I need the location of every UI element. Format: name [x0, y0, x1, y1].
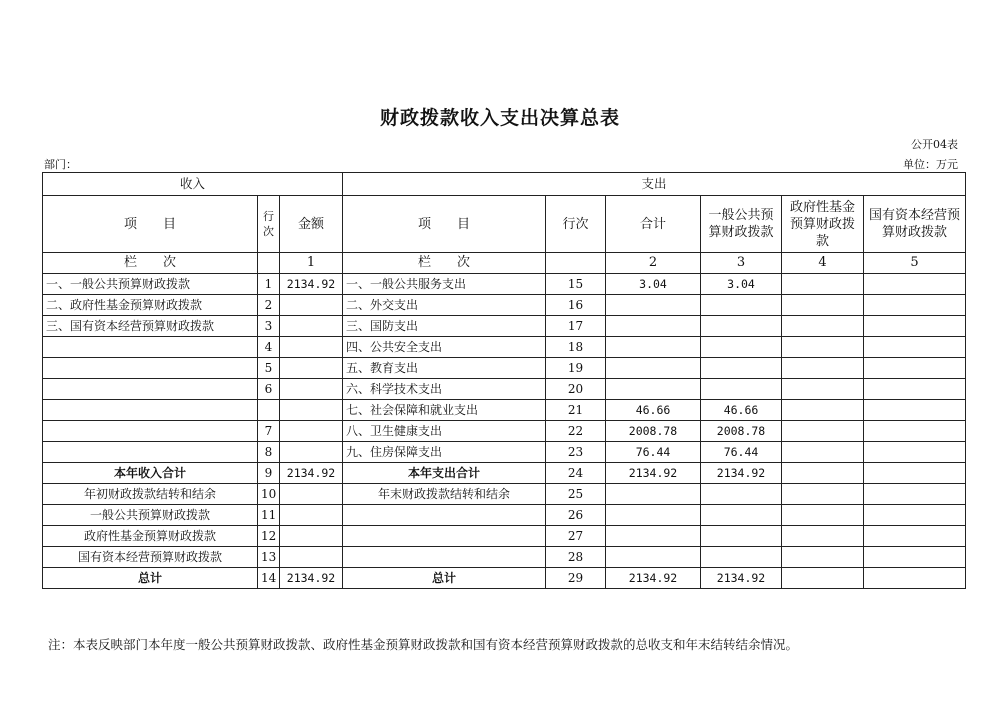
- expense-row-no-cell: 29: [546, 568, 606, 589]
- state-capital-cell: [864, 295, 966, 316]
- income-item-cell: 政府性基金预算财政拨款: [43, 526, 258, 547]
- expense-row-no-cell: 21: [546, 400, 606, 421]
- state-capital-cell: [864, 358, 966, 379]
- gov-fund-header: 政府性基金预算财政拨款: [782, 196, 864, 253]
- income-row-no-cell: 4: [258, 337, 280, 358]
- gov-fund-cell: [782, 274, 864, 295]
- income-amount-cell: [280, 421, 343, 442]
- expense-item-cell: 四、公共安全支出: [343, 337, 546, 358]
- income-amount-cell: [280, 526, 343, 547]
- column-number-blank-2: [546, 253, 606, 274]
- expense-item-cell: 六、科学技术支出: [343, 379, 546, 400]
- general-budget-cell: 46.66: [701, 400, 782, 421]
- state-capital-cell: [864, 463, 966, 484]
- carryover-row: [43, 505, 966, 526]
- general-budget-cell: [701, 379, 782, 400]
- state-capital-cell: [864, 526, 966, 547]
- total-cell: 46.66: [606, 400, 701, 421]
- expense-row-no-header: 行次: [546, 196, 606, 253]
- general-budget-cell: 76.44: [701, 442, 782, 463]
- column-number-2: 2: [606, 253, 701, 274]
- gov-fund-cell: [782, 568, 864, 589]
- income-item-header: 项 目: [43, 196, 258, 253]
- state-capital-cell: [864, 316, 966, 337]
- general-budget-header: 一般公共预算财政拨款: [701, 196, 782, 253]
- expense-row-no-cell: 24: [546, 463, 606, 484]
- income-item-cell: 二、政府性基金预算财政拨款: [43, 295, 258, 316]
- gov-fund-cell: [782, 505, 864, 526]
- total-cell: [606, 316, 701, 337]
- section-header-row: [43, 173, 966, 196]
- page-title: 财政拨款收入支出决算总表: [379, 107, 620, 129]
- general-budget-cell: [701, 526, 782, 547]
- total-cell: [606, 505, 701, 526]
- total-cell: [606, 484, 701, 505]
- gov-fund-cell: [782, 400, 864, 421]
- expense-item-cell: 八、卫生健康支出: [343, 421, 546, 442]
- total-header: 合计: [606, 196, 701, 253]
- gov-fund-cell: [782, 526, 864, 547]
- income-item-cell: 一般公共预算财政拨款: [43, 505, 258, 526]
- income-item-cell: 总计: [43, 568, 258, 589]
- gov-fund-cell: [782, 463, 864, 484]
- income-row-no-cell: 5: [258, 358, 280, 379]
- annual-total-row: [43, 463, 966, 484]
- state-capital-cell: [864, 421, 966, 442]
- state-capital-cell: [864, 547, 966, 568]
- income-amount-cell: [280, 505, 343, 526]
- income-item-cell: 三、国有资本经营预算财政拨款: [43, 316, 258, 337]
- total-cell: 2134.92: [606, 463, 701, 484]
- table-row: [43, 358, 966, 379]
- table-row: [43, 295, 966, 316]
- column-header-row: [43, 196, 966, 253]
- income-item-cell: 年初财政拨款结转和结余: [43, 484, 258, 505]
- state-capital-header: 国有资本经营预算财政拨款: [864, 196, 966, 253]
- general-budget-cell: [701, 358, 782, 379]
- expense-item-header: 项 目: [343, 196, 546, 253]
- general-budget-cell: [701, 316, 782, 337]
- income-amount-cell: 2134.92: [280, 568, 343, 589]
- footnote: 注：本表反映部门本年度一般公共预算财政拨款、政府性基金预算财政拨款和国有资本经营预算财政拨款的总收支和年末结转结余情况。: [48, 637, 799, 652]
- expense-row-no-cell: 22: [546, 421, 606, 442]
- income-item-cell: [43, 442, 258, 463]
- total-cell: 3.04: [606, 274, 701, 295]
- general-budget-cell: 2134.92: [701, 463, 782, 484]
- column-number-3: 3: [701, 253, 782, 274]
- gov-fund-cell: [782, 295, 864, 316]
- expense-row-no-cell: 16: [546, 295, 606, 316]
- expense-section-header: 支出: [343, 173, 966, 196]
- general-budget-cell: 2134.92: [701, 568, 782, 589]
- expense-row-no-cell: 27: [546, 526, 606, 547]
- income-amount-cell: [280, 442, 343, 463]
- total-cell: [606, 547, 701, 568]
- state-capital-cell: [864, 274, 966, 295]
- department-label: 部门：: [44, 158, 77, 171]
- income-item-cell: [43, 337, 258, 358]
- income-amount-cell: [280, 547, 343, 568]
- gov-fund-cell: [782, 337, 864, 358]
- gov-fund-cell: [782, 316, 864, 337]
- income-row-no-cell: 9: [258, 463, 280, 484]
- unit-label: 单位：万元: [903, 158, 958, 171]
- expense-row-no-cell: 23: [546, 442, 606, 463]
- carryover-row: [43, 547, 966, 568]
- expense-item-cell: 三、国防支出: [343, 316, 546, 337]
- table-row: [43, 421, 966, 442]
- total-cell: [606, 295, 701, 316]
- state-capital-cell: [864, 505, 966, 526]
- state-capital-cell: [864, 568, 966, 589]
- income-item-cell: 国有资本经营预算财政拨款: [43, 547, 258, 568]
- income-amount-cell: [280, 358, 343, 379]
- total-cell: 76.44: [606, 442, 701, 463]
- column-number-1: 1: [280, 253, 343, 274]
- income-item-cell: 一、一般公共预算财政拨款: [43, 274, 258, 295]
- income-row-no-cell: 8: [258, 442, 280, 463]
- state-capital-cell: [864, 337, 966, 358]
- table-row: [43, 316, 966, 337]
- general-budget-cell: [701, 505, 782, 526]
- total-cell: [606, 379, 701, 400]
- expense-item-cell: [343, 526, 546, 547]
- total-cell: [606, 358, 701, 379]
- grand-total-row: [43, 568, 966, 589]
- income-amount-cell: [280, 379, 343, 400]
- income-amount-cell: [280, 400, 343, 421]
- state-capital-cell: [864, 442, 966, 463]
- total-cell: 2134.92: [606, 568, 701, 589]
- income-amount-header: 金额: [280, 196, 343, 253]
- column-number-label-2: 栏 次: [343, 253, 546, 274]
- table-row: [43, 442, 966, 463]
- carryover-row: [43, 526, 966, 547]
- income-amount-cell: [280, 316, 343, 337]
- income-row-no-cell: 7: [258, 421, 280, 442]
- income-section-header: 收入: [43, 173, 343, 196]
- column-number-4: 4: [782, 253, 864, 274]
- income-item-cell: [43, 358, 258, 379]
- column-number-5: 5: [864, 253, 966, 274]
- expense-row-no-cell: 25: [546, 484, 606, 505]
- income-item-cell: [43, 379, 258, 400]
- budget-summary-table: [42, 172, 966, 589]
- expense-row-no-cell: 15: [546, 274, 606, 295]
- general-budget-cell: [701, 484, 782, 505]
- income-row-no-cell: 3: [258, 316, 280, 337]
- table-row: [43, 337, 966, 358]
- state-capital-cell: [864, 379, 966, 400]
- state-capital-cell: [864, 400, 966, 421]
- gov-fund-cell: [782, 442, 864, 463]
- expense-item-cell: 年末财政拨款结转和结余: [343, 484, 546, 505]
- expense-item-cell: 二、外交支出: [343, 295, 546, 316]
- table-row: [43, 400, 966, 421]
- income-row-no-header: 行次: [258, 196, 280, 253]
- income-row-no-cell: 2: [258, 295, 280, 316]
- table-row: [43, 379, 966, 400]
- form-number: 公开04表: [911, 138, 958, 151]
- income-item-cell: [43, 421, 258, 442]
- gov-fund-cell: [782, 547, 864, 568]
- expense-row-no-cell: 18: [546, 337, 606, 358]
- column-number-label: 栏 次: [43, 253, 258, 274]
- expense-row-no-cell: 19: [546, 358, 606, 379]
- income-row-no-cell: 12: [258, 526, 280, 547]
- gov-fund-cell: [782, 379, 864, 400]
- total-cell: [606, 337, 701, 358]
- income-item-cell: 本年收入合计: [43, 463, 258, 484]
- income-row-no-cell: 11: [258, 505, 280, 526]
- general-budget-cell: [701, 295, 782, 316]
- carryover-row: [43, 484, 966, 505]
- expense-item-cell: 五、教育支出: [343, 358, 546, 379]
- total-cell: [606, 526, 701, 547]
- general-budget-cell: 3.04: [701, 274, 782, 295]
- column-number-blank: [258, 253, 280, 274]
- gov-fund-cell: [782, 484, 864, 505]
- expense-item-cell: [343, 547, 546, 568]
- expense-item-cell: 七、社会保障和就业支出: [343, 400, 546, 421]
- expense-item-cell: 一、一般公共服务支出: [343, 274, 546, 295]
- income-item-cell: [43, 400, 258, 421]
- general-budget-cell: [701, 337, 782, 358]
- gov-fund-cell: [782, 358, 864, 379]
- table-row: [43, 274, 966, 295]
- income-row-no-cell: 1: [258, 274, 280, 295]
- column-number-row: [43, 253, 966, 274]
- expense-item-cell: 本年支出合计: [343, 463, 546, 484]
- income-row-no-cell: 13: [258, 547, 280, 568]
- general-budget-cell: 2008.78: [701, 421, 782, 442]
- total-cell: 2008.78: [606, 421, 701, 442]
- gov-fund-cell: [782, 421, 864, 442]
- income-amount-cell: [280, 484, 343, 505]
- expense-row-no-cell: 17: [546, 316, 606, 337]
- state-capital-cell: [864, 484, 966, 505]
- expense-row-no-cell: 26: [546, 505, 606, 526]
- table-body: [43, 274, 966, 589]
- general-budget-cell: [701, 547, 782, 568]
- income-amount-cell: 2134.92: [280, 274, 343, 295]
- expense-row-no-cell: 28: [546, 547, 606, 568]
- income-row-no-cell: 10: [258, 484, 280, 505]
- income-row-no-cell: [258, 400, 280, 421]
- expense-row-no-cell: 20: [546, 379, 606, 400]
- income-amount-cell: [280, 337, 343, 358]
- income-row-no-cell: 14: [258, 568, 280, 589]
- income-amount-cell: 2134.92: [280, 463, 343, 484]
- expense-item-cell: 九、住房保障支出: [343, 442, 546, 463]
- expense-item-cell: [343, 505, 546, 526]
- expense-item-cell: 总计: [343, 568, 546, 589]
- income-amount-cell: [280, 295, 343, 316]
- income-row-no-cell: 6: [258, 379, 280, 400]
